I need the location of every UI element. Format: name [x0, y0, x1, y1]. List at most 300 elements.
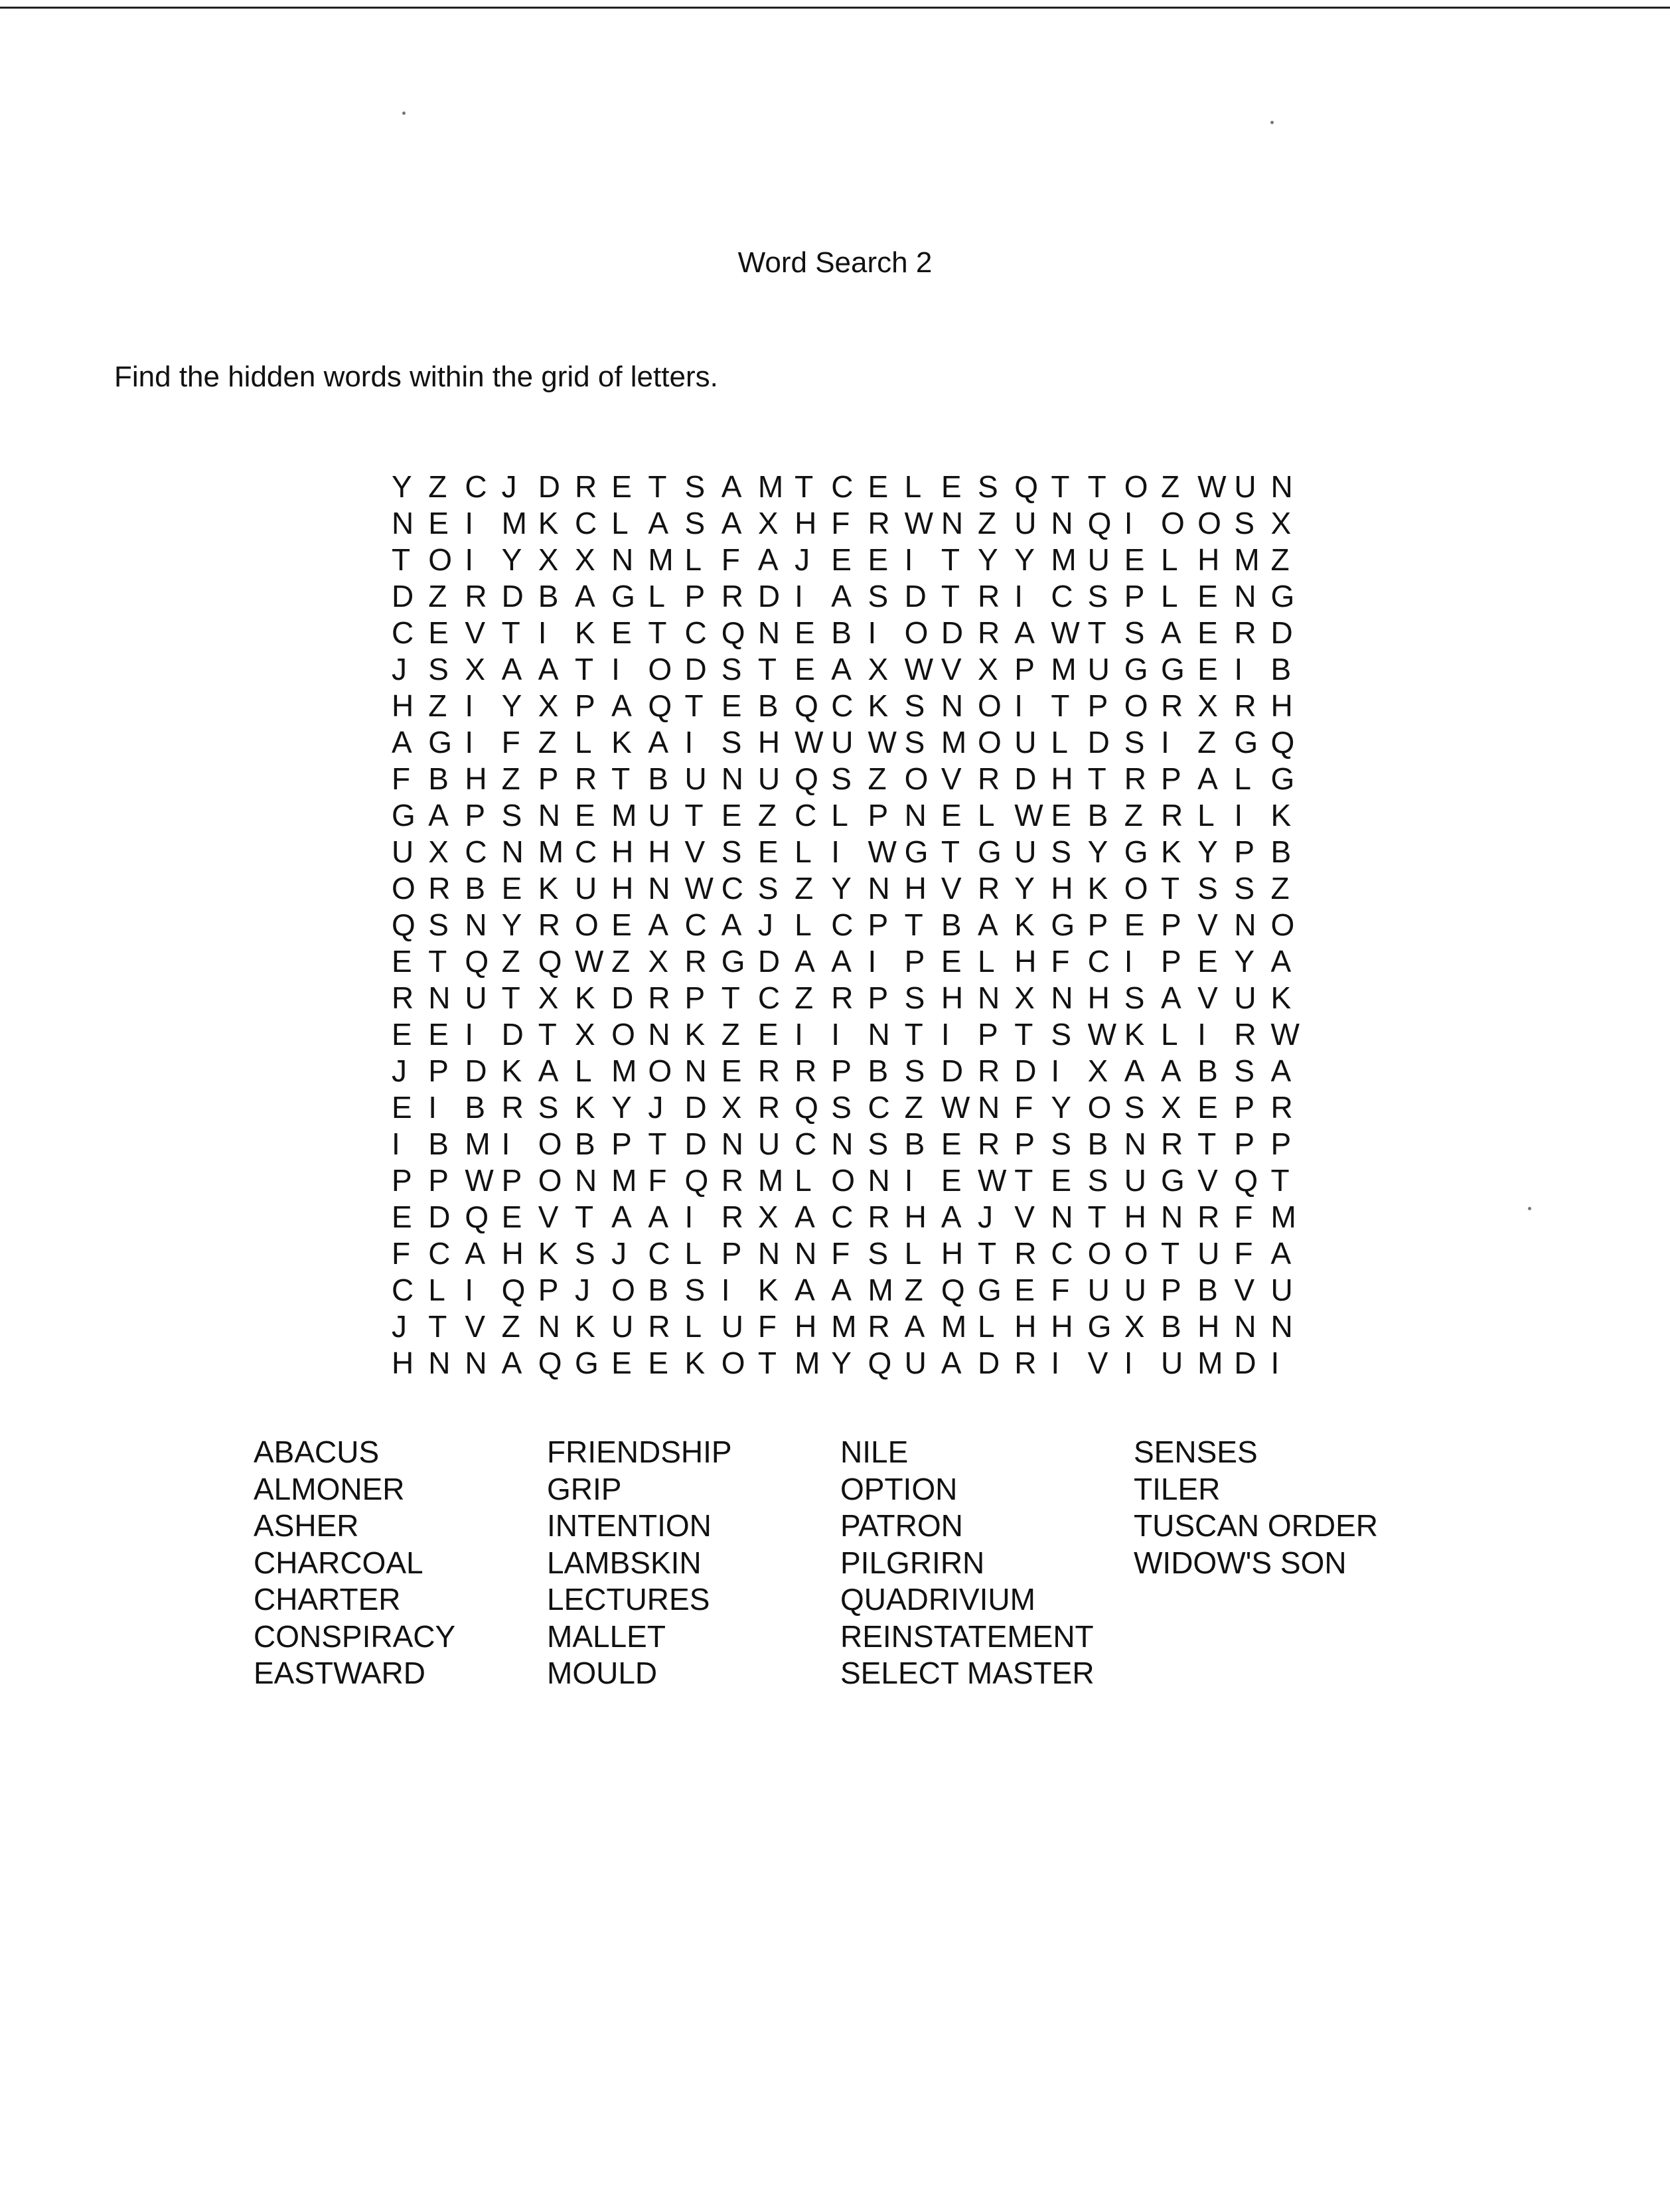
grid-letter: U	[1014, 725, 1037, 759]
grid-letter: K	[1270, 981, 1292, 1015]
grid-letter: U	[1014, 506, 1037, 540]
grid-letter: D	[501, 579, 524, 613]
grid-letter: M	[1270, 1200, 1296, 1234]
grid-letter: T	[392, 542, 411, 577]
grid-letter: E	[392, 1200, 412, 1234]
grid-letter: A	[831, 944, 852, 979]
grid-letter: O	[1124, 688, 1148, 723]
grid-letter: N	[868, 1163, 890, 1198]
grid-letter: T	[1014, 1017, 1033, 1052]
grid-letter: C	[795, 1127, 817, 1161]
grid-letter: E	[1197, 1090, 1218, 1125]
grid-letter: U	[904, 1346, 927, 1380]
word-item: MALLET	[547, 1619, 666, 1654]
grid-letter: T	[1160, 871, 1180, 906]
grid-letter: N	[831, 1127, 854, 1161]
grid-letter: L	[795, 1163, 812, 1198]
grid-letter: O	[1087, 1090, 1112, 1125]
grid-letter: D	[684, 1090, 707, 1125]
grid-letter: H	[795, 506, 817, 540]
word-item: ALMONER	[254, 1471, 405, 1506]
grid-letter: A	[1160, 981, 1181, 1015]
grid-letter: V	[538, 1200, 559, 1234]
grid-letter: D	[538, 469, 560, 504]
grid-letter: E	[795, 652, 815, 686]
grid-letter: Z	[904, 1273, 923, 1307]
grid-letter: I	[904, 542, 913, 577]
grid-letter: R	[574, 761, 597, 796]
grid-letter: N	[978, 1090, 1000, 1125]
grid-letter: T	[684, 688, 704, 723]
grid-letter: C	[868, 1090, 890, 1125]
grid-row	[392, 761, 1308, 797]
grid-letter: N	[795, 1236, 817, 1271]
grid-letter: X	[1197, 688, 1218, 723]
grid-letter: B	[831, 615, 852, 650]
grid-letter: E	[941, 798, 962, 832]
grid-letter: I	[1014, 579, 1023, 613]
grid-letter: Q	[1234, 1163, 1258, 1198]
grid-letter: E	[941, 469, 962, 504]
grid-letter: S	[1234, 1054, 1254, 1088]
page-title: Word Search 2	[737, 246, 933, 279]
grid-letter: N	[428, 981, 451, 1015]
grid-letter: H	[1051, 1309, 1073, 1344]
grid-letter: X	[574, 1017, 595, 1052]
grid-letter: O	[904, 615, 929, 650]
grid-row	[392, 1162, 1308, 1199]
grid-letter: N	[868, 1017, 890, 1052]
grid-letter: E	[941, 1127, 962, 1161]
grid-letter: K	[684, 1346, 706, 1380]
grid-letter: L	[1051, 725, 1068, 759]
grid-letter: G	[978, 1273, 1002, 1307]
grid-letter: A	[795, 944, 815, 979]
grid-letter: H	[1124, 1200, 1146, 1234]
grid-letter: U	[721, 1309, 743, 1344]
grid-letter: D	[941, 615, 964, 650]
grid-letter: D	[1087, 725, 1110, 759]
grid-letter: V	[684, 834, 706, 869]
grid-letter: A	[1197, 761, 1218, 796]
grid-letter: W	[868, 725, 897, 759]
grid-letter: R	[978, 579, 1000, 613]
grid-letter: N	[1124, 1127, 1146, 1161]
grid-letter: X	[428, 834, 449, 869]
grid-letter: L	[611, 506, 629, 540]
grid-letter: P	[428, 1163, 449, 1198]
grid-letter: W	[1197, 469, 1227, 504]
grid-letter: A	[941, 1346, 962, 1380]
grid-row	[392, 870, 1308, 907]
grid-letter: U	[1234, 981, 1256, 1015]
grid-letter: S	[721, 652, 742, 686]
grid-letter: A	[941, 1200, 962, 1234]
grid-letter: P	[574, 688, 595, 723]
grid-letter: A	[795, 1200, 815, 1234]
grid-letter: D	[1014, 761, 1037, 796]
grid-letter: L	[648, 579, 665, 613]
grid-letter: E	[721, 688, 742, 723]
grid-letter: D	[465, 1054, 487, 1088]
grid-letter: W	[574, 944, 604, 979]
word-item: TUSCAN ORDER	[1134, 1508, 1379, 1543]
grid-letter: P	[611, 1127, 632, 1161]
grid-letter: R	[684, 944, 707, 979]
grid-letter: G	[1087, 1309, 1112, 1344]
letter-grid	[392, 469, 1308, 1382]
grid-letter: C	[1051, 1236, 1073, 1271]
grid-letter: N	[1234, 579, 1256, 613]
grid-letter: T	[795, 469, 814, 504]
grid-letter: U	[1234, 469, 1256, 504]
grid-letter: R	[978, 761, 1000, 796]
grid-letter: N	[1270, 1309, 1293, 1344]
grid-letter: P	[684, 579, 706, 613]
grid-letter: Z	[611, 944, 631, 979]
grid-letter: J	[648, 1090, 664, 1125]
grid-letter: A	[721, 469, 742, 504]
grid-letter: T	[941, 579, 960, 613]
grid-letter: X	[538, 688, 559, 723]
grid-letter: E	[611, 469, 632, 504]
grid-letter: W	[904, 506, 934, 540]
grid-letter: C	[465, 469, 487, 504]
grid-letter: U	[392, 834, 414, 869]
grid-letter: B	[465, 871, 486, 906]
grid-letter: Q	[1270, 725, 1295, 759]
grid-row	[392, 834, 1308, 870]
grid-row	[392, 1272, 1308, 1308]
grid-letter: I	[721, 1273, 730, 1307]
grid-letter: A	[648, 506, 668, 540]
grid-letter: Z	[795, 981, 814, 1015]
grid-row	[392, 1016, 1308, 1053]
grid-row	[392, 1345, 1308, 1382]
word-item: MOULD	[547, 1656, 658, 1690]
grid-row	[392, 615, 1308, 651]
grid-letter: H	[1197, 542, 1220, 577]
grid-letter: P	[538, 1273, 559, 1307]
grid-letter: A	[648, 908, 668, 942]
grid-letter: F	[757, 1309, 777, 1344]
word-item: INTENTION	[547, 1508, 712, 1543]
grid-letter: Y	[1014, 542, 1035, 577]
grid-letter: R	[1270, 1090, 1293, 1125]
grid-letter: R	[648, 981, 670, 1015]
word-item: WIDOW'S SON	[1134, 1545, 1347, 1580]
grid-letter: R	[831, 981, 854, 1015]
grid-letter: R	[465, 579, 487, 613]
grid-letter: A	[831, 579, 852, 613]
grid-letter: Z	[1160, 469, 1180, 504]
grid-letter: Q	[795, 688, 818, 723]
grid-letter: E	[1197, 579, 1218, 613]
grid-letter: P	[1160, 944, 1181, 979]
grid-letter: Z	[795, 871, 814, 906]
grid-letter: F	[501, 725, 520, 759]
grid-letter: R	[868, 1309, 890, 1344]
grid-letter: Y	[501, 542, 522, 577]
grid-letter: K	[501, 1054, 522, 1088]
grid-letter: Z	[978, 506, 997, 540]
grid-letter: S	[428, 652, 449, 686]
grid-letter: P	[1087, 908, 1108, 942]
grid-letter: E	[611, 615, 632, 650]
grid-letter: U	[1270, 1273, 1293, 1307]
grid-letter: P	[1087, 688, 1108, 723]
grid-letter: F	[1234, 1236, 1253, 1271]
grid-letter: I	[611, 652, 620, 686]
grid-letter: E	[941, 1163, 962, 1198]
grid-letter: I	[941, 1017, 950, 1052]
grid-letter: D	[757, 579, 781, 613]
grid-letter: F	[648, 1163, 667, 1198]
grid-letter: G	[1160, 1163, 1185, 1198]
grid-letter: B	[648, 761, 668, 796]
grid-letter: E	[721, 798, 742, 832]
grid-letter: H	[1014, 944, 1037, 979]
grid-letter: E	[1197, 615, 1218, 650]
grid-letter: A	[1270, 944, 1292, 979]
grid-letter: N	[1234, 908, 1256, 942]
grid-letter: C	[831, 908, 854, 942]
grid-letter: Q	[721, 615, 745, 650]
grid-letter: T	[1087, 469, 1106, 504]
grid-letter: K	[757, 1273, 779, 1307]
grid-letter: B	[465, 1090, 486, 1125]
grid-letter: C	[1087, 944, 1110, 979]
grid-letter: T	[648, 469, 667, 504]
grid-letter: G	[574, 1346, 599, 1380]
grid-letter: O	[574, 908, 599, 942]
grid-letter: Z	[501, 1309, 520, 1344]
grid-letter: N	[757, 1236, 781, 1271]
grid-letter: H	[941, 981, 964, 1015]
grid-letter: W	[941, 1090, 970, 1125]
grid-letter: R	[757, 1090, 781, 1125]
grid-letter: B	[868, 1054, 889, 1088]
grid-letter: O	[1124, 871, 1148, 906]
grid-letter: C	[392, 1273, 414, 1307]
grid-letter: Z	[904, 1090, 923, 1125]
grid-letter: P	[501, 1163, 522, 1198]
grid-letter: W	[904, 652, 934, 686]
grid-letter: T	[538, 1017, 557, 1052]
grid-letter: F	[1051, 1273, 1070, 1307]
grid-letter: D	[904, 579, 927, 613]
grid-letter: Z	[1270, 542, 1290, 577]
grid-letter: L	[978, 1309, 995, 1344]
grid-letter: S	[904, 688, 925, 723]
grid-letter: S	[1124, 981, 1145, 1015]
grid-letter: Q	[501, 1273, 526, 1307]
grid-letter: M	[941, 1309, 967, 1344]
grid-letter: R	[978, 871, 1000, 906]
grid-letter: R	[1160, 1127, 1183, 1161]
grid-letter: U	[1124, 1273, 1146, 1307]
grid-letter: O	[538, 1163, 562, 1198]
grid-letter: N	[538, 1309, 560, 1344]
grid-letter: E	[1124, 908, 1145, 942]
grid-letter: C	[757, 981, 781, 1015]
top-rule	[0, 7, 1670, 9]
grid-letter: V	[1197, 1163, 1218, 1198]
grid-letter: K	[1270, 798, 1292, 832]
grid-letter: H	[941, 1236, 964, 1271]
grid-letter: U	[831, 725, 854, 759]
grid-letter: K	[574, 1309, 595, 1344]
grid-letter: B	[1270, 834, 1292, 869]
grid-letter: T	[904, 908, 923, 942]
grid-letter: S	[1124, 1090, 1145, 1125]
grid-letter: I	[465, 688, 474, 723]
word-item: NILE	[840, 1435, 909, 1469]
grid-letter: S	[721, 725, 742, 759]
grid-letter: W	[684, 871, 714, 906]
grid-letter: I	[795, 1017, 803, 1052]
grid-letter: G	[428, 725, 452, 759]
grid-letter: S	[868, 1127, 889, 1161]
grid-letter: A	[465, 1236, 486, 1271]
grid-letter: A	[392, 725, 412, 759]
grid-letter: A	[538, 652, 559, 686]
grid-letter: L	[574, 725, 592, 759]
grid-letter: Q	[538, 944, 562, 979]
grid-letter: L	[795, 834, 812, 869]
grid-letter: Y	[1234, 944, 1254, 979]
grid-letter: N	[648, 871, 670, 906]
grid-letter: N	[648, 1017, 670, 1052]
grid-letter: G	[904, 834, 929, 869]
grid-letter: B	[904, 1127, 925, 1161]
word-column	[840, 1434, 1134, 1692]
grid-letter: V	[1234, 1273, 1254, 1307]
grid-letter: R	[721, 1200, 743, 1234]
grid-letter: R	[1014, 1346, 1037, 1380]
grid-letter: S	[904, 725, 925, 759]
grid-letter: S	[1051, 1017, 1072, 1052]
grid-letter: G	[978, 834, 1002, 869]
grid-letter: H	[611, 834, 634, 869]
grid-letter: M	[941, 725, 967, 759]
word-item: TILER	[1134, 1471, 1221, 1506]
grid-letter: E	[1014, 1273, 1035, 1307]
grid-letter: U	[757, 1127, 781, 1161]
grid-letter: G	[1051, 908, 1075, 942]
grid-letter: I	[1124, 1346, 1133, 1380]
grid-letter: A	[831, 1273, 852, 1307]
grid-letter: J	[501, 469, 517, 504]
grid-letter: T	[978, 1236, 997, 1271]
grid-letter: X	[868, 652, 889, 686]
grid-letter: T	[428, 944, 447, 979]
grid-letter: M	[795, 1346, 820, 1380]
grid-letter: E	[757, 1017, 779, 1052]
word-item: QUADRIVIUM	[840, 1582, 1035, 1617]
grid-letter: G	[1160, 652, 1185, 686]
grid-letter: Y	[978, 542, 998, 577]
word-item: CONSPIRACY	[254, 1619, 456, 1654]
grid-letter: I	[1014, 688, 1023, 723]
grid-letter: Q	[465, 944, 489, 979]
grid-letter: P	[1014, 652, 1035, 686]
grid-letter: A	[1160, 1054, 1181, 1088]
grid-letter: H	[392, 688, 414, 723]
grid-letter: W	[1051, 615, 1080, 650]
grid-letter: E	[1051, 798, 1072, 832]
grid-letter: R	[978, 1127, 1000, 1161]
grid-letter: D	[941, 1054, 964, 1088]
grid-letter: S	[1234, 871, 1254, 906]
grid-letter: I	[1270, 1346, 1280, 1380]
grid-letter: N	[978, 981, 1000, 1015]
grid-letter: E	[795, 615, 815, 650]
grid-letter: P	[1124, 579, 1145, 613]
grid-letter: C	[574, 506, 597, 540]
grid-letter: L	[1234, 761, 1251, 796]
grid-letter: Y	[501, 908, 522, 942]
grid-letter: I	[1197, 1017, 1206, 1052]
grid-letter: X	[1270, 506, 1292, 540]
grid-letter: K	[1160, 834, 1181, 869]
grid-letter: X	[538, 981, 559, 1015]
grid-letter: Y	[1014, 871, 1035, 906]
grid-letter: R	[574, 469, 597, 504]
grid-letter: D	[501, 1017, 524, 1052]
grid-letter: A	[1124, 1054, 1145, 1088]
grid-letter: V	[1087, 1346, 1108, 1380]
grid-letter: A	[648, 725, 668, 759]
grid-letter: L	[1160, 542, 1178, 577]
grid-row	[392, 980, 1308, 1016]
grid-letter: X	[538, 542, 559, 577]
grid-letter: I	[1234, 798, 1243, 832]
grid-letter: P	[721, 1236, 742, 1271]
grid-letter: F	[831, 506, 850, 540]
grid-letter: S	[1051, 834, 1072, 869]
grid-letter: N	[1234, 1309, 1256, 1344]
grid-letter: H	[611, 871, 634, 906]
grid-row	[392, 542, 1308, 578]
grid-letter: F	[831, 1236, 850, 1271]
grid-letter: E	[757, 834, 779, 869]
grid-letter: Z	[1197, 725, 1217, 759]
grid-letter: P	[978, 1017, 998, 1052]
grid-letter: D	[978, 1346, 1000, 1380]
grid-letter: T	[648, 615, 667, 650]
grid-letter: S	[574, 1236, 595, 1271]
grid-letter: I	[831, 834, 840, 869]
grid-letter: I	[1051, 1346, 1060, 1380]
grid-letter: I	[1051, 1054, 1060, 1088]
grid-letter: R	[1160, 688, 1183, 723]
grid-letter: I	[392, 1127, 400, 1161]
grid-letter: J	[978, 1200, 993, 1234]
word-column	[254, 1434, 547, 1692]
grid-letter: L	[428, 1273, 445, 1307]
grid-letter: T	[757, 652, 777, 686]
grid-letter: T	[1051, 469, 1070, 504]
grid-letter: P	[831, 1054, 852, 1088]
grid-letter: G	[1270, 579, 1295, 613]
grid-row	[392, 724, 1308, 761]
grid-letter: R	[868, 1200, 890, 1234]
grid-letter: X	[465, 652, 486, 686]
grid-letter: M	[648, 542, 674, 577]
grid-letter: U	[684, 761, 707, 796]
grid-letter: R	[978, 615, 1000, 650]
